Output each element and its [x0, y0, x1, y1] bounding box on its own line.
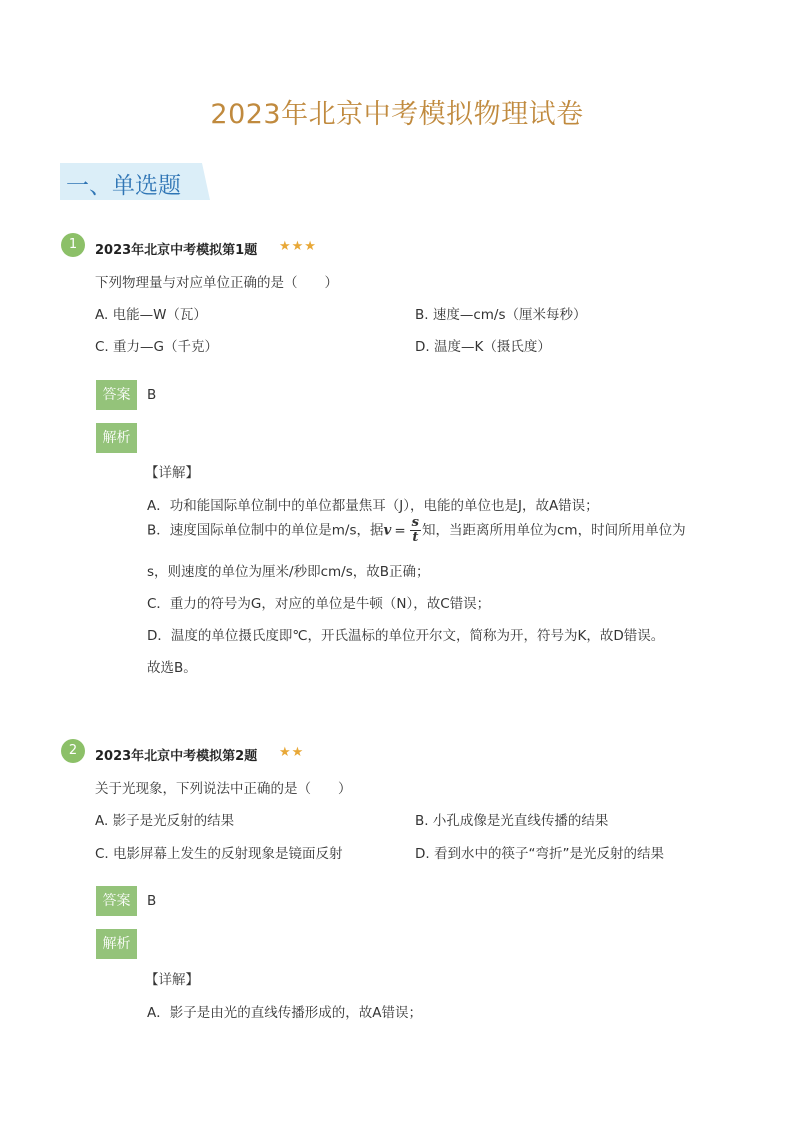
option-b[interactable]: B. 小孔成像是光直线传播的结果 [415, 813, 609, 829]
analysis-line-b-pre: B．速度国际单位制中的单位是m/s，据 [147, 522, 384, 539]
question-number-badge: 1 [61, 233, 85, 257]
formula-lhs: v [383, 522, 392, 539]
question-heading: 2023年北京中考模拟第1题 [95, 243, 258, 258]
option-a[interactable]: A. 影子是光反射的结果 [95, 813, 235, 829]
section-banner [60, 163, 210, 200]
option-b[interactable]: B. 速度—cm/s（厘米每秒） [415, 307, 587, 323]
difficulty-stars: ★★ [279, 745, 305, 760]
option-d[interactable]: D. 看到水中的筷子“弯折”是光反射的结果 [415, 846, 664, 862]
option-a[interactable]: A. 电能—W（瓦） [95, 307, 207, 323]
analysis-tag: 解析 [96, 423, 137, 453]
detail-heading: 【详解】 [145, 972, 199, 988]
analysis-conclusion: 故选B。 [147, 660, 197, 676]
answer-tag: 答案 [96, 380, 137, 410]
formula-numerator: s [411, 515, 419, 530]
answer-value: B [147, 893, 157, 909]
analysis-line-b-post: 知，当距离所用单位为cm，时间所用单位为 [422, 522, 686, 539]
analysis-line-a: A．功和能国际单位制中的单位都量焦耳（J），电能的单位也是J，故A错误； [147, 498, 599, 514]
option-d[interactable]: D. 温度—K（摄氏度） [415, 339, 551, 355]
velocity-formula [410, 516, 421, 545]
answer-value: B [147, 387, 157, 403]
question-stem: 下列物理量与对应单位正确的是（ ） [95, 275, 338, 291]
detail-heading: 【详解】 [145, 465, 199, 481]
page-title: 2023年北京中考模拟物理试卷 [210, 99, 584, 130]
formula-eq: = [394, 522, 406, 539]
question-stem: 关于光现象，下列说法中正确的是（ ） [95, 781, 352, 797]
analysis-line-d: D．温度的单位摄氏度即℃，开氏温标的单位开尔文，简称为开，符号为K，故D错误。 [147, 628, 665, 644]
question-heading: 2023年北京中考模拟第2题 [95, 749, 258, 764]
option-c[interactable]: C. 电影屏幕上发生的反射现象是镜面反射 [95, 846, 343, 862]
analysis-line-b2: s，则速度的单位为厘米/秒即cm/s，故B正确； [147, 564, 430, 580]
analysis-line-b [147, 516, 686, 545]
difficulty-stars: ★★★ [279, 239, 317, 254]
formula-denominator: t [412, 530, 419, 545]
answer-tag: 答案 [96, 886, 137, 916]
option-c[interactable]: C. 重力—G（千克） [95, 339, 218, 355]
analysis-line-c: C．重力的符号为G，对应的单位是牛顿（N），故C错误； [147, 596, 491, 612]
analysis-line-a: A．影子是由光的直线传播形成的，故A错误； [147, 1005, 422, 1021]
section-label: 一、单选题 [66, 173, 181, 199]
analysis-tag: 解析 [96, 929, 137, 959]
question-number-badge: 2 [61, 739, 85, 763]
